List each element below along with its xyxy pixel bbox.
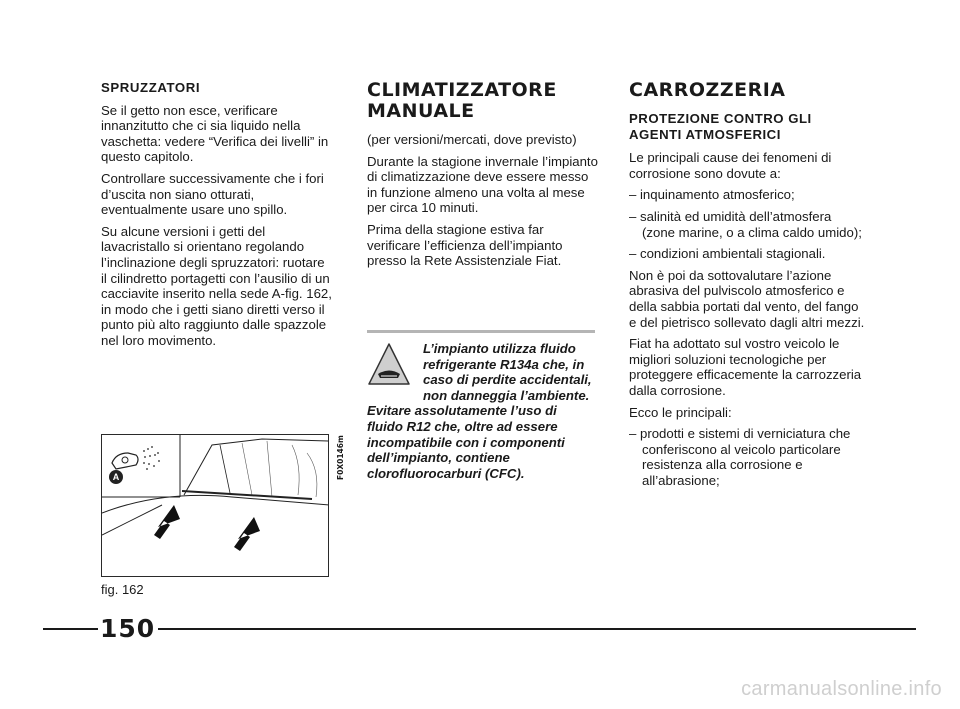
warning-triangle-icon bbox=[367, 341, 411, 387]
list-item: – condizioni ambientali stagionali. bbox=[629, 246, 826, 262]
windscreen-washer-illustration bbox=[102, 435, 329, 577]
column-climatizzatore bbox=[367, 80, 599, 275]
warning-box bbox=[367, 341, 595, 481]
heading-line: CLIMATIZZATORE bbox=[367, 79, 557, 101]
section-heading: CARROZZERIA bbox=[629, 79, 786, 101]
paragraph: Fiat ha adottato sul vostro veicolo le migliori soluzioni tecnologiche per proteggere efficacemente la carrozzeria dalla corrosione. bbox=[629, 336, 862, 398]
section-heading bbox=[367, 80, 599, 122]
figure-caption: fig. 162 bbox=[101, 582, 144, 597]
footer-rule-left bbox=[43, 628, 98, 630]
paragraph: Le principali cause dei fenomeni di corrosione sono dovute a: bbox=[629, 150, 832, 181]
list-item: – inquinamento atmosferico; bbox=[629, 187, 795, 203]
heading-line: MANUALE bbox=[367, 100, 475, 122]
marker-a-badge: A bbox=[109, 470, 123, 484]
paragraph: Se il getto non esce, verificare innanzitutto che ci sia liquido nella vaschetta: vedere “Verifica dei livelli” in questo capitolo. bbox=[101, 102, 329, 165]
subheading-line: PROTEZIONE CONTRO GLI bbox=[629, 111, 812, 126]
warning-divider bbox=[367, 330, 595, 333]
watermark: carmanualsonline.info bbox=[741, 678, 942, 700]
footer-rule-right bbox=[158, 628, 916, 630]
column-carrozzeria bbox=[629, 80, 865, 494]
figure-code-text: F0X0146m bbox=[336, 435, 345, 480]
section-heading: SPRUZZATORI bbox=[101, 80, 201, 95]
paragraph: Controllare successivamente che i fori d’uscita non siano otturati, eventualmente usare uno spillo. bbox=[101, 170, 324, 218]
subsection-heading bbox=[629, 111, 865, 142]
paragraph: Prima della stagione estiva far verificare l’efficienza dell’impianto presso la Rete Assistenziale Fiat. bbox=[367, 221, 563, 269]
column-spruzzatori bbox=[101, 80, 333, 355]
list-item: – prodotti e sistemi di verniciatura che conferiscono al veicolo particolare resistenza alla corrosione e all’abrasione; bbox=[629, 426, 851, 488]
warning-text: L’impianto utilizza fluido refrigerante R134a che, in caso di perdite accidentali, non danneggia l’ambiente. Evitare assolutamente l’uso di fluido R12 che, oltre ad essere incompatibile con i componenti dell’impianto, contiene clorofluorocarburi (CFC). bbox=[367, 341, 592, 481]
figure-code bbox=[336, 432, 346, 482]
paragraph: Non è poi da sottovalutare l’azione abrasiva del pulviscolo atmosferico e della sabbia portati dal vento, del fango e del pietrisco sollevato dagli altri mezzi. bbox=[629, 267, 865, 330]
list-item: – salinità ed umidità dell’atmosfera (zone marine, o a clima caldo umido); bbox=[629, 208, 862, 240]
subheading-line: AGENTI ATMOSFERICI bbox=[629, 126, 781, 142]
page-number: 150 bbox=[100, 614, 156, 643]
figure-162 bbox=[101, 434, 329, 577]
paragraph: Su alcune versioni i getti del lavacristallo si orientano regolando l’inclinazione degli spruzzatori: ruotare il cilindretto portagetti con l’ausilio di un cacciavite inserito nella sede A-fig. 162, in modo che i getti siano diretti verso il punto più alto raggiunto dalle spazzole nel loro movimento. bbox=[101, 223, 332, 348]
paragraph: Durante la stagione invernale l’impianto di climatizzazione deve essere messo in funzione almeno una volta al mese per circa 10 minuti. bbox=[367, 153, 598, 216]
paragraph: (per versioni/mercati, dove previsto) bbox=[367, 132, 577, 147]
paragraph: Ecco le principali: bbox=[629, 404, 732, 420]
